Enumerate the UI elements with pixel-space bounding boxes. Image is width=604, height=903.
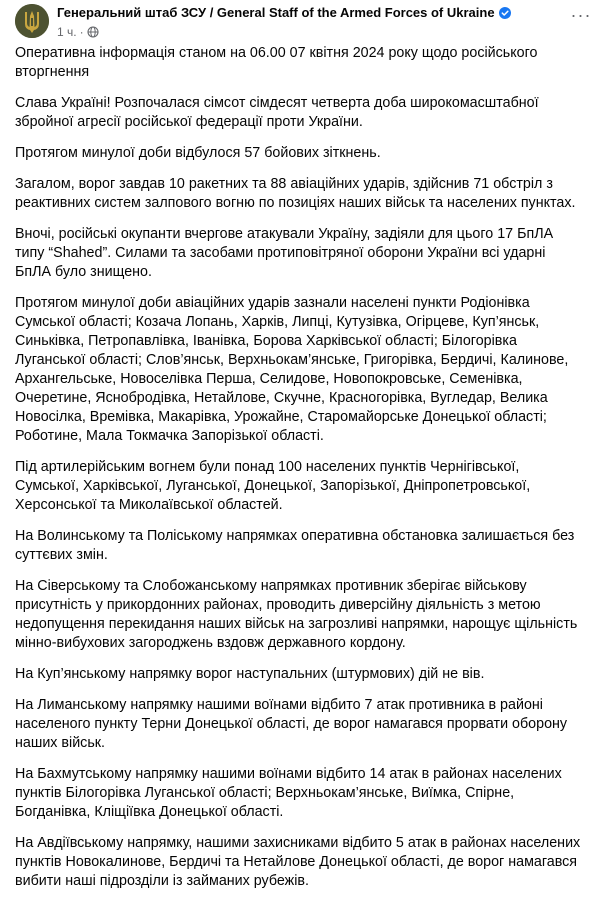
more-options-button[interactable]: ··· (570, 5, 592, 25)
post-paragraph: Оперативна інформація станом на 06.00 07 квітня 2024 року щодо російського вторгнення (15, 45, 538, 80)
post-header (0, 0, 604, 44)
post-paragraph: На Волинському та Поліському напрямках оперативна обстановка залишається без суттєвих змін. (15, 528, 575, 563)
post-paragraph: Під артилерійським вогнем були понад 100 населених пунктів Чернігівської, Сумської, Харківської, Луганської, Донецької, Запорізької, Дніпропетровської, Херсонської та Миколаївської областей. (15, 459, 531, 513)
post-body (15, 44, 585, 903)
author-name[interactable] (57, 5, 511, 22)
trident-emblem-icon (15, 4, 49, 38)
post-paragraph: Протягом минулої доби авіаційних ударів зазнали населені пункти Родіонівка Сумської області; Козача Лопань, Харків, Липці, Кутузівка, Огірцеве, Куп’янськ, Синьківка, Петропавлівка, Іванівка, Борова Харківської області; Білогорівка Луганської області; Слов’янськ, Верхньокам’янське, Григорівка, Бердичі, Калинове, Архангельське, Новоселівка Перша, Селидове, Новопокровське, Семенівка, Очеретине, Яснобродівка, Нетайлове, Скучне, Красногорівка, Вугледар, Велика Новосілка, Времівка, Макарівка, Урожайне, Старомайорське Донецької області; Роботине, Мала Токмачка Запорізької області. (15, 295, 569, 444)
verified-badge-icon (499, 7, 511, 22)
post-paragraph: На Куп’янському напрямку ворог наступальних (штурмових) дій не вів. (15, 666, 485, 682)
post-paragraph: Загалом, ворог завдав 10 ракетних та 88 авіаційних ударів, здійснив 71 обстріл з реактивних систем залпового вогню по позиціях наших військ та населених пунктах. (15, 176, 576, 211)
author-name-text[interactable]: Генеральний штаб ЗСУ / General Staff of the Armed Forces of Ukraine (57, 5, 495, 20)
post-paragraph: На Сіверському та Слобожанському напрямках противник зберігає військову присутність у прикордонних районах, проводить диверсійну діяльність з метою недопущення перекидання наших військ на загрозливі напрямки, нарощує щільність мінно-вибухових загороджень вздовж державного кордону. (15, 578, 578, 651)
post-paragraph: На Бахмутському напрямку нашими воїнами відбито 14 атак в районах населених пунктів Білогорівка Луганської області; Верхньокам’янське, Виїмка, Спірне, Богданівка, Кліщіївка Донецької області. (15, 766, 562, 820)
post-paragraph: Слава Україні! Розпочалася сімсот сімдесят четверта доба широкомасштабної збройної агресії російської федерації проти України. (15, 95, 539, 130)
page-avatar[interactable] (15, 4, 49, 38)
meta-separator: · (79, 25, 84, 39)
globe-icon (87, 26, 99, 41)
post-paragraph: На Лиманському напрямку нашими воїнами відбито 7 атак противника в районі населеного пункту Терни Донецької області, де ворог намагався прорвати оборону наших військ. (15, 697, 568, 751)
post-paragraph: На Авдіївському напрямку, нашими захисниками відбито 5 атак в районах населених пунктів Новокалинове, Бердичі та Нетайлове Донецької області, де ворог намагався вибити наші підрозділи із займаних рубежів. (15, 835, 581, 889)
post-paragraph: Протягом минулої доби відбулося 57 бойових зіткнень. (15, 145, 381, 161)
post-timestamp[interactable]: 1 ч. (57, 25, 77, 39)
post-meta (57, 25, 99, 41)
post-paragraph: Вночі, російські окупанти вчергове атакували Україну, задіяли для цього 17 БпЛА типу “Shahed”. Силами та засобами протиповітряної оборони України всі ударні БпЛА було знищено. (15, 226, 554, 280)
